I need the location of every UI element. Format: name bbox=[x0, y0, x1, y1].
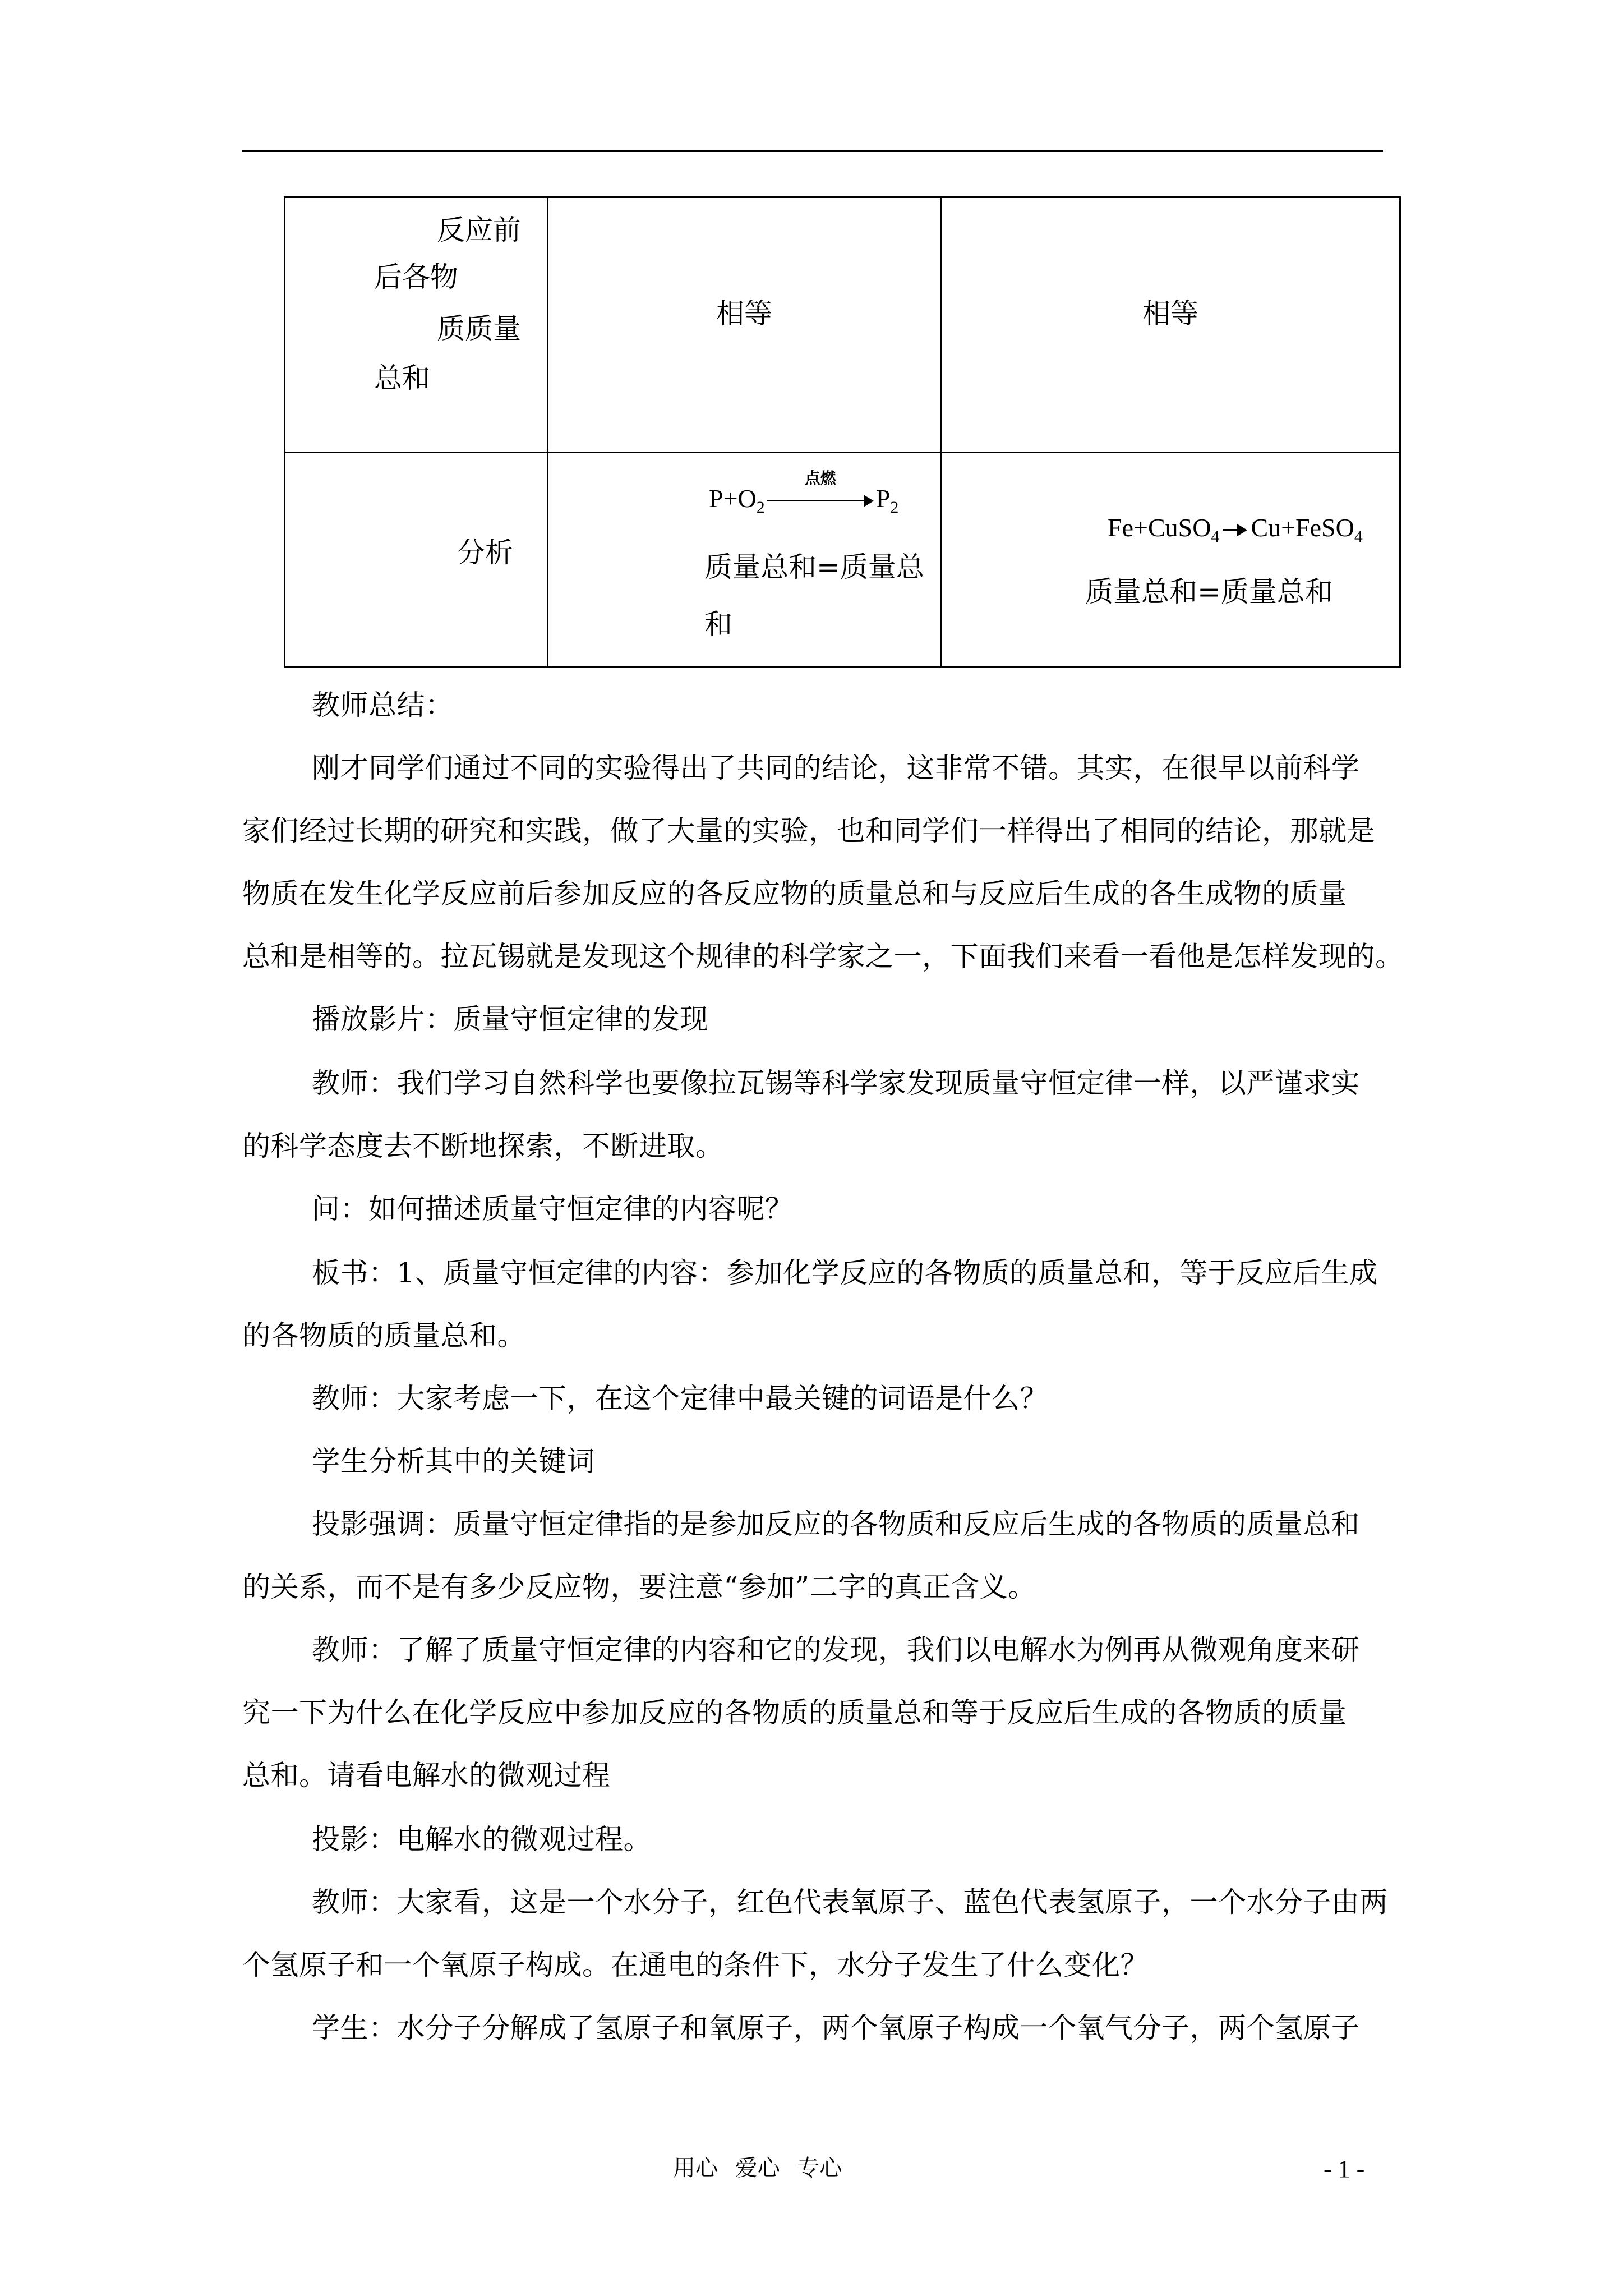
footer-motto: 用心 爱心 专心 bbox=[673, 2155, 842, 2181]
paragraph-line: 刚才同学们通过不同的实验得出了共同的结论，这非常不错。其实，在很早以前科学 bbox=[312, 752, 1360, 784]
analysis-text: 和 bbox=[704, 608, 732, 641]
equation-phosphorus: $P+O_2$ 点燃 $P_2$ bbox=[709, 469, 899, 517]
paragraph-line: 的科学态度去不断地探索，不断进取。 bbox=[242, 1130, 724, 1162]
reaction-arrow-icon bbox=[1223, 522, 1247, 539]
row-label-line: 反应前 bbox=[437, 214, 521, 246]
value-cell bbox=[548, 197, 941, 453]
paragraph-line: 教师：大家考虑一下，在这个定律中最关键的词语是什么？ bbox=[312, 1382, 1048, 1415]
row-label-line: 质质量 bbox=[437, 312, 521, 345]
paragraph-line: 总和是相等的。拉瓦锡就是发现这个规律的科学家之一，下面我们来看一看他是怎样发现的。 bbox=[242, 940, 1404, 973]
cell-value: 相等 bbox=[716, 297, 772, 330]
equation-iron: Fe+CuSO$_4$ Cu+FeSO$_4$ bbox=[1108, 513, 1363, 546]
analysis-cell bbox=[941, 453, 1400, 668]
paragraph-line: 总和。请看电解水的微观过程 bbox=[242, 1759, 611, 1792]
value-cell bbox=[941, 197, 1400, 453]
paragraph-line: 究一下为什么在化学反应中参加反应的各物质的质量总和等于反应后生成的各物质的质量 bbox=[242, 1696, 1347, 1729]
page-number: - 1 - bbox=[1324, 2155, 1365, 2183]
paragraph-line: 的关系，而不是有多少反应物，要注意“参加”二字的真正含义。 bbox=[242, 1571, 1036, 1603]
arrow-condition: 点燃 bbox=[804, 469, 836, 488]
table-row bbox=[285, 453, 1400, 668]
analysis-text: 质量总和=质量总 bbox=[704, 551, 924, 583]
paragraph-line: 家们经过长期的研究和实践，做了大量的实验，也和同学们一样得出了相同的结论，那就是 bbox=[242, 815, 1375, 847]
paragraph-line: 播放影片：质量守恒定律的发现 bbox=[312, 1003, 708, 1036]
analysis-text: 质量总和=质量总和 bbox=[1085, 576, 1333, 608]
summary-table bbox=[284, 196, 1401, 668]
row-label-cell bbox=[285, 197, 548, 453]
row-label: 分析 bbox=[457, 536, 513, 569]
row-label-line: 后各物 bbox=[374, 261, 458, 293]
table-row bbox=[285, 197, 1400, 453]
paragraph-line: 物质在发生化学反应前后参加反应的各反应物的质量总和与反应后生成的各生成物的质量 bbox=[242, 877, 1347, 910]
paragraph-line: 学生：水分子分解成了氢原子和氧原子，两个氧原子构成一个氧气分子，两个氢原子 bbox=[312, 2012, 1360, 2044]
row-label-line: 总和 bbox=[374, 362, 430, 394]
analysis-cell bbox=[548, 453, 941, 668]
paragraph-line: 的各物质的质量总和。 bbox=[242, 1319, 525, 1352]
paragraph-line: 投影：电解水的微观过程。 bbox=[312, 1823, 652, 1856]
header-rule bbox=[242, 150, 1383, 152]
paragraph-line: 教师：了解了质量守恒定律的内容和它的发现，我们以电解水为例再从微观角度来研 bbox=[312, 1634, 1360, 1666]
paragraph-line: 教师总结： bbox=[312, 689, 454, 721]
paragraph-line: 教师：我们学习自然科学也要像拉瓦锡等科学家发现质量守恒定律一样，以严谨求实 bbox=[312, 1067, 1360, 1099]
paragraph-line: 投影强调：质量守恒定律指的是参加反应的各物质和反应后生成的各物质的质量总和 bbox=[312, 1508, 1360, 1540]
paragraph-line: 个氢原子和一个氧原子构成。在通电的条件下，水分子发生了什么变化？ bbox=[242, 1949, 1149, 1981]
cell-value: 相等 bbox=[1142, 297, 1198, 330]
paragraph-line: 问：如何描述质量守恒定律的内容呢？ bbox=[312, 1193, 794, 1225]
paragraph-line: 学生分析其中的关键词 bbox=[312, 1445, 595, 1478]
row-label-cell bbox=[285, 453, 548, 668]
paragraph-line: 教师：大家看，这是一个水分子，红色代表氧原子、蓝色代表氢原子，一个水分子由两 bbox=[312, 1886, 1388, 1918]
paragraph-line: 板书：1、质量守恒定律的内容：参加化学反应的各物质的质量总和，等于反应后生成 bbox=[312, 1257, 1378, 1289]
